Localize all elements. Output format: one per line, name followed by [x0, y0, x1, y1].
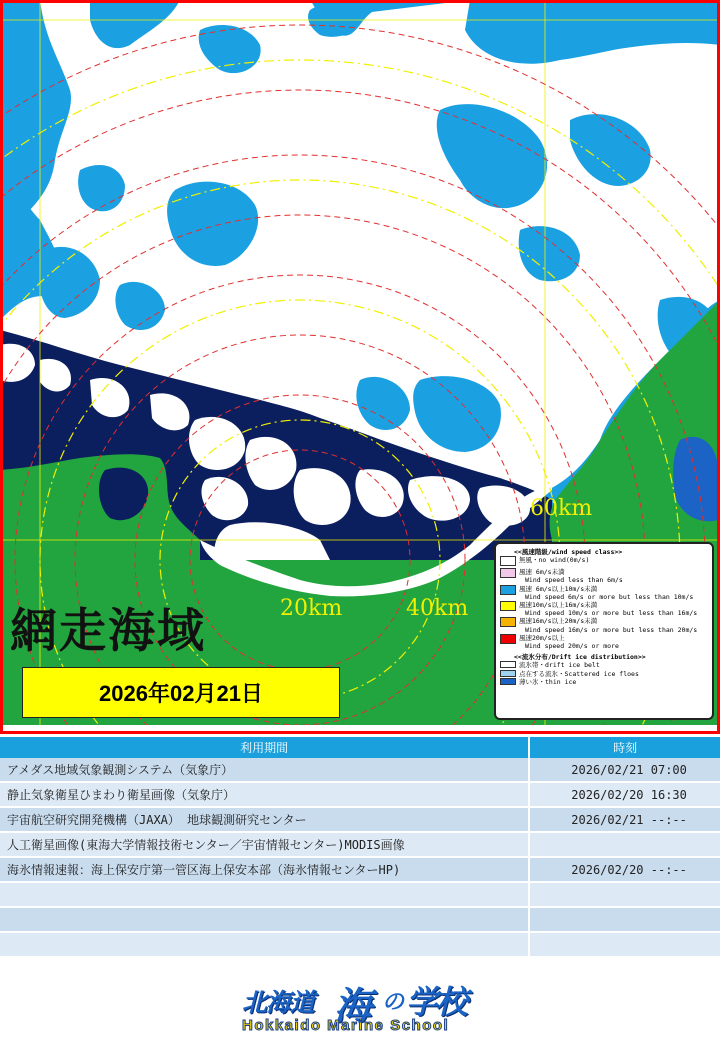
source-cell: 海氷情報速報：海上保安庁第一管区海上保安本部（海氷情報センターHP): [0, 858, 528, 883]
logo-text-gakko: 学校: [406, 983, 467, 1021]
legend-wind-label: 無風・no wind(0m/s): [519, 556, 590, 565]
time-cell: [528, 908, 720, 933]
date-text: 2026年02月21日: [99, 681, 263, 706]
legend-swatch: [500, 585, 516, 595]
legend-swatch: [500, 634, 516, 644]
time-cell: 2026/02/21 07:00: [528, 758, 720, 783]
date-box: [22, 667, 340, 718]
column-header-time: 時刻: [528, 737, 720, 758]
legend: [494, 542, 714, 720]
table-row: [0, 783, 720, 808]
time-cell: [528, 933, 720, 958]
logo-text-hokkaido: 北海道: [242, 988, 315, 1017]
source-cell: 宇宙航空研究開発機構（JAXA） 地球観測研究センター: [0, 808, 528, 833]
table-row: [0, 908, 720, 933]
legend-ice-label: 点在する流氷・Scattered ice floes: [519, 669, 639, 678]
time-cell: [528, 833, 720, 858]
legend-wind-label-en: Wind speed 16m/s or more but less than 20m/s: [525, 625, 698, 634]
legend-swatch: [500, 670, 516, 677]
logo-text-umi: 海: [334, 983, 373, 1028]
area-title: 網走海域: [10, 604, 206, 659]
legend-wind-label: 風速16m/s以上20m/s未満: [519, 617, 598, 626]
table-row: [0, 883, 720, 908]
legend-ice-title: <<流氷分布/Drift ice distribution>>: [514, 653, 646, 662]
legend-wind-label-en: Wind speed 20m/s or more: [525, 642, 619, 651]
legend-swatch: [500, 661, 516, 668]
time-cell: 2026/02/20 --:--: [528, 858, 720, 883]
data-source-table: [0, 737, 720, 958]
legend-swatch: [500, 617, 516, 627]
legend-ice-label: 流氷帯・drift ice belt: [519, 661, 600, 670]
legend-wind-label: 風速 6m/s以上10m/s未満: [519, 584, 598, 593]
legend-wind-label: 風速10m/s以上16m/s未満: [519, 601, 598, 610]
legend-wind-label-en: Wind speed 6m/s or more but less than 10m/s: [525, 592, 694, 601]
range-label-40km: 40km: [406, 596, 469, 621]
source-cell: 人工衛星画像(東海大学情報技術センター／宇宙情報センター)MODIS画像: [0, 833, 528, 858]
table-row: [0, 758, 720, 783]
time-cell: 2026/02/21 --:--: [528, 808, 720, 833]
column-header-source: 利用期間: [0, 737, 528, 758]
legend-wind-label: 風速 6m/s未満: [519, 568, 565, 577]
source-cell: [0, 883, 528, 908]
legend-wind-item: [500, 585, 708, 601]
legend-wind-label-en: Wind speed less than 6m/s: [525, 576, 623, 585]
legend-ice-item: [500, 661, 708, 669]
legend-ice-label: 薄い氷・thin ice: [519, 677, 577, 686]
legend-wind-label: 風速20m/s以上: [519, 633, 565, 642]
range-label-60km: 60km: [530, 496, 593, 521]
legend-wind-item: [500, 617, 708, 633]
logo-text-english: Hokkaido Marine School: [242, 1017, 450, 1034]
source-cell: 静止気象衛星ひまわり衛星画像（気象庁）: [0, 783, 528, 808]
legend-swatch: [500, 678, 516, 685]
legend-ice-item: [500, 670, 708, 678]
legend-wind-item: [500, 568, 708, 584]
legend-swatch: [500, 601, 516, 611]
source-cell: [0, 933, 528, 958]
range-label-20km: 20km: [280, 596, 343, 621]
table-row: [0, 808, 720, 833]
legend-wind-title: <<風速階級/wind speed class>>: [514, 548, 623, 556]
legend-swatch: [500, 568, 516, 578]
legend-wind-item: [500, 601, 708, 617]
legend-ice-item: [500, 678, 708, 686]
legend-wind-label-en: Wind speed 10m/s or more but less than 16m/s: [525, 609, 698, 618]
table-row: [0, 833, 720, 858]
time-cell: 2026/02/20 16:30: [528, 783, 720, 808]
source-cell: [0, 908, 528, 933]
logo-text-no: の: [382, 989, 405, 1015]
legend-swatch: [500, 556, 516, 566]
legend-wind-item: [500, 556, 708, 566]
table-row: [0, 933, 720, 958]
source-cell: アメダス地域気象観測システム（気象庁）: [0, 758, 528, 783]
time-cell: [528, 883, 720, 908]
table-header-row: [0, 737, 720, 758]
legend-wind-item: [500, 634, 708, 650]
hokkaido-marine-school-logo[interactable]: [238, 975, 488, 1035]
table-row: [0, 858, 720, 883]
